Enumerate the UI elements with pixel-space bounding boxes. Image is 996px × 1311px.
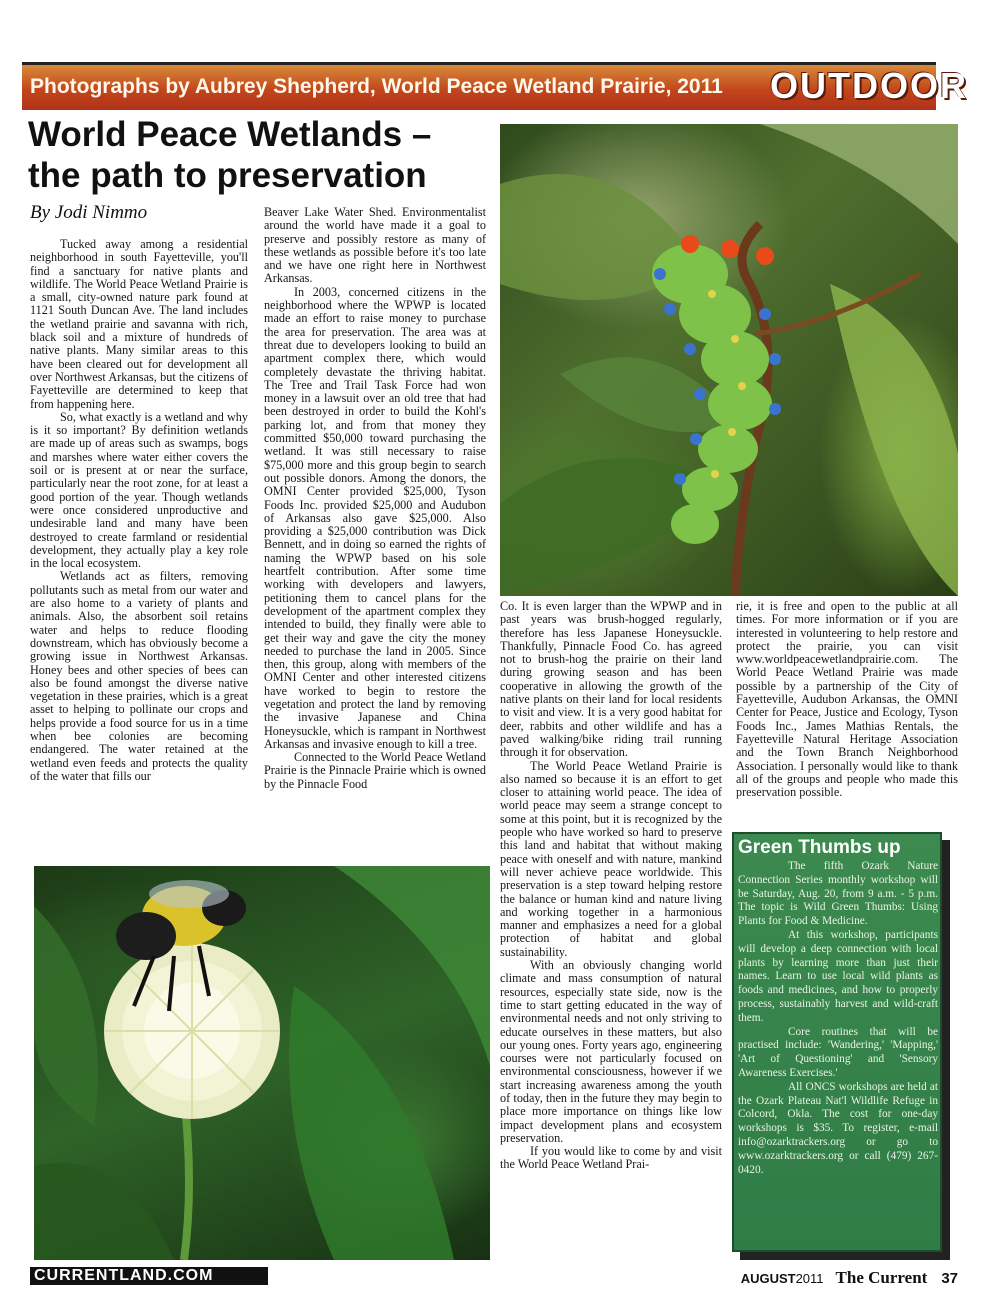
- sidebar-paragraph: Core routines that will be practised include: 'Wandering,' 'Mapping,' 'Art of Questioning' and 'Sensory Awareness Exercises.': [738, 1025, 938, 1079]
- paragraph: Wetlands act as filters, removing pollutants such as metal from our water and are also home to a variety of plants and animals. Also, the absorbent soil retains water and helps to reduce flooding downstream, which has obviously become a growing issue in Northwest Arkansas. Honey bees and other species of bees can also be found amongst the diverse native vegetation in these prairies, which is a great asset to helping to pollinate our crops and helps provide a food source for us in a time when bee colonies are becoming endangered. The water retained at the wetland even feeds and protects the quality of the water that fills our: [30, 569, 248, 783]
- photo-credit: Photographs by Aubrey Shepherd, World Peace Wetland Prairie, 2011: [30, 75, 723, 98]
- sidebar-paragraph: The fifth Ozark Nature Connection Series monthly workshop will be Saturday, Aug. 20, from 9 a.m. - 5 p.m. The topic is Wild Green Thumbs: Using Plants for Food & Medicine.: [738, 860, 938, 928]
- paragraph: Tucked away among a residential neighborhood in south Fayetteville, you'll find a sanctuary for native plants and wildlife. The World Peace Wetland Prairie is a small, city-owned nature park found at 1121 South Duncan Ave. The land includes the wetland prairie and savanna with rich, black soil and a mixture of hundreds of native plants. Many similar areas to this have been cleared out for development all over Northwest Arkansas, but the citizens of Fayetteville are determined to keep that from happening here.: [30, 238, 248, 411]
- footer-year: 2011: [795, 1271, 824, 1286]
- sidebar-paragraph: All ONCS workshops are held at the Ozark Plateau Nat'l Wildlife Refuge in Colcord, Okla. The cost for one-day workshops is $35. To register, e-mail info@ozarktrackers.org or go to www.ozarktrackers.org or call (479) 267-0420.: [738, 1080, 938, 1176]
- sidebar-body: [738, 860, 938, 1248]
- paragraph: Co. It is even larger than the WPWP and in past years was brush-hogged regularly, therefore has less Japanese Honeysuckle. Thankfully, Pinnacle Food Co. has agreed not to brush-hog the prairie on their land during growing season and has been cooperative in allowing the growth of the native plants on their land for local residents to visit and view. It is a very good habitat for deer, rabbits and other wildlife and has a paved walking/bike riding trail running through it for observation.: [500, 600, 722, 760]
- footer-month: AUGUST: [740, 1271, 796, 1286]
- paragraph: rie, it is free and open to the public at all times. For more information or if you are interested in volunteering to help restore and protect the prairie, you can visit www.worldpeacewetlandprairie.com. The World Peace Wetland Prairie was made possible by a partnership of the City of Fayetteville, Audubon Arkansas, the OMNI Center for Peace, Justice and Ecology, Tyson Foods Inc., James Mathias Rentals, the Fayetteville Natural Heritage Association and the Town Branch Neighborhood Association. I personally would like to thank all of the groups and people who made this preservation possible.: [736, 600, 958, 800]
- paragraph: Beaver Lake Water Shed. Environmentalist around the world have made it a goal to preserve and possibly restore as many of these wetlands as possible before it's too late and we have one right here in Northwest Arkansas.: [264, 206, 486, 286]
- article-column-1: [30, 238, 248, 860]
- headline-line-2: the path to preservation: [28, 156, 427, 195]
- paragraph: So, what exactly is a wetland and why is it so important? By definition wetlands are made up of areas such as swamps, bogs and marshes where water either covers the soil or is present at or near the surface, particularly near the root zone, for at least a good portion of the year. Though wetlands were once considered unproductive and undesirable land and many have been destroyed to create farmland or residential development, they actually play a key role in the local ecosystem.: [30, 409, 248, 571]
- byline: By Jodi Nimmo: [30, 202, 148, 223]
- footer-publication: The Current: [835, 1268, 928, 1287]
- headline-line-1: World Peace Wetlands –: [28, 115, 432, 154]
- caterpillar-photo: [500, 124, 958, 596]
- paragraph: Connected to the World Peace Wetland Prairie is the Pinnacle Prairie which is owned by the Pinnacle Food: [264, 750, 486, 791]
- paragraph: The World Peace Wetland Prairie is also named so because it is an effort to get closer to attaining world peace. The idea of world peace may seem a strange concept to some at this point, but it is recognized by the people who have worked so hard to preserve this land and habitat that without making peace with oneself and with nature, mankind will never achieve peace worldwide. This preservation is a step toward helping restore the balance or human kind and nature living and working together in a harmonious manner and emphasizes a need for a global protection of habitat and global sustainability.: [500, 758, 722, 959]
- sidebar-title: Green Thumbs up: [738, 837, 901, 858]
- article-column-3: [500, 600, 722, 1256]
- section-label: OUTDOOR: [770, 65, 968, 106]
- paragraph: With an obviously changing world climate and mass consumption of natural resources, especially state side, now is the time to start getting educated in the way of environmental needs and not only striving to educate ourselves in these matters, but also our young ones. Forty years ago, engineering courses were not particularly focused on environmental consciousness, however if we start increasing awareness among the youth of today, then in the future they may begin to place more importance on things like low impact development plans and ecosystem preservation.: [500, 958, 722, 1145]
- footer-issue-info: [696, 1268, 958, 1288]
- paragraph: If you would like to come by and visit the World Peace Wetland Prai-: [500, 1144, 722, 1172]
- caterpillar-illustration: [500, 124, 958, 596]
- article-column-4: [736, 600, 958, 822]
- page-number: 37: [941, 1270, 958, 1287]
- bumblebee-photo: [34, 866, 490, 1260]
- footer-website[interactable]: CURRENTLAND.COM: [34, 1267, 214, 1284]
- sidebar-paragraph: At this workshop, participants will develop a deep connection with local plants by learning more than just their names. Learn to use local wild plants as foods and medicines, and how to properly process, sustainably harvest and wild-craft them.: [738, 928, 938, 1024]
- article-column-2: [264, 206, 486, 862]
- bumblebee-illustration: [34, 866, 490, 1260]
- paragraph: In 2003, concerned citizens in the neighborhood where the WPWP is located made an effort to raise money to purchase the area for preservation. The area was at threat due to developers looking to build an apartment complex there, which would completely devastate the thriving habitat. The Tree and Trail Task Force had won money in a lawsuit over an old tree that had been destroyed in order to build the Kohl's parking lot, and from that money they committed $50,000 toward purchasing the wetland. It was still necessary to raise $75,000 more and this group begin to search out possible donors. Among the donors, the OMNI Center provided $25,000, Tyson Foods Inc. provided $25,000 and Audubon of Arkansas also gave $25,000. Also providing a $25,000 contribution was Dick Bennett, and in doing so earned the rights of naming the WPWP based on his sole heartfelt contribution. After some time working with developers and lawyers, petitioning them to cancel plans for the development of the apartment complex they intended to build, they finally were able to get their way and gave the city the money needed to purchase the land in 2005. Since then, this group, along with members of the OMNI Center and other interested citizens have worked to begin to restore the vegetation and protect the land by removing the invasive Japanese and China Honeysuckle, which is rampant in Northwest Arkansas and invasive enough to kill a tree.: [264, 284, 486, 751]
- article-headline: [28, 114, 498, 196]
